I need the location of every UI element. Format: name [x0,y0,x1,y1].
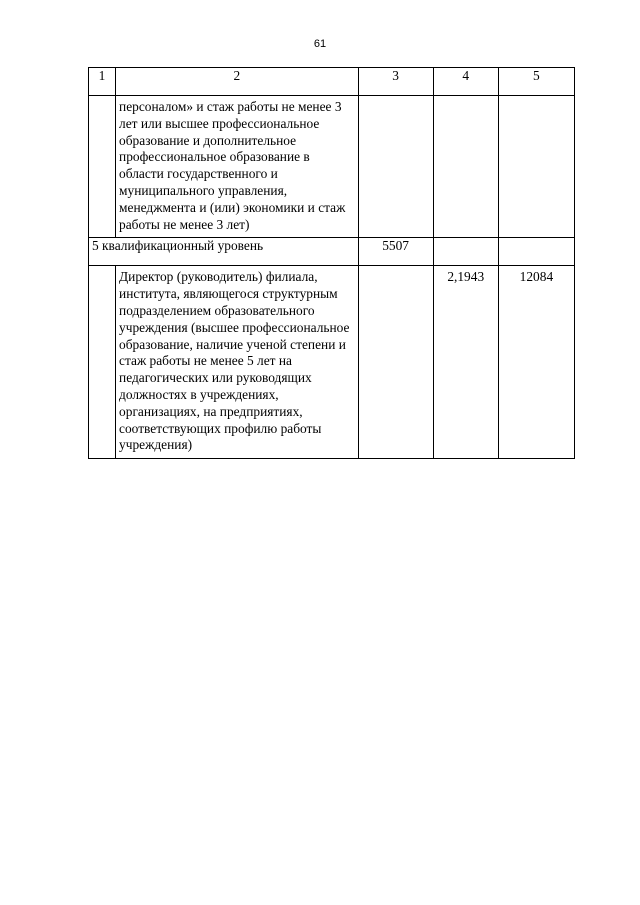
coefficient-cell: 2,1943 [433,266,498,459]
base-salary-cell: 5507 [358,238,433,266]
value-cell-3 [358,266,433,459]
salary-cell: 12084 [498,266,574,459]
empty-cell-4 [433,238,498,266]
header-cell-2: 2 [116,68,358,96]
header-cell-4: 4 [433,68,498,96]
page-number: 61 [313,38,327,50]
qualification-level-label: 5 квалификационный уровень [89,238,359,266]
empty-cell-5 [498,238,574,266]
row-index-cell [89,266,116,459]
position-description: Директор (руководитель) филиала, института, являющегося структурным подразделением образовательного учреждения (высшее профессиональное образование, наличие ученой степени и стаж работы не менее 5 лет на педагогических или руководящих должностях в учреждениях, организациях, на предприятиях, соответствующих профилю работы учреждения) [116,266,358,459]
value-cell-3 [358,96,433,238]
value-cell-5 [498,96,574,238]
qualification-level-row [89,238,575,266]
value-cell-4 [433,96,498,238]
header-cell-3: 3 [358,68,433,96]
row-index-cell [89,96,116,238]
table-row [89,266,575,459]
table-row [89,96,575,238]
header-cell-1: 1 [89,68,116,96]
table-header-row [89,68,575,96]
position-description: персоналом» и стаж работы не менее 3 лет или высшее профессиональное образование и дополнительное профессиональное образование в области государственного и муниципального управления, менеджмента и (или) экономики и стаж работы не менее 3 лет) [116,96,358,238]
salary-table [88,67,575,459]
header-cell-5: 5 [498,68,574,96]
